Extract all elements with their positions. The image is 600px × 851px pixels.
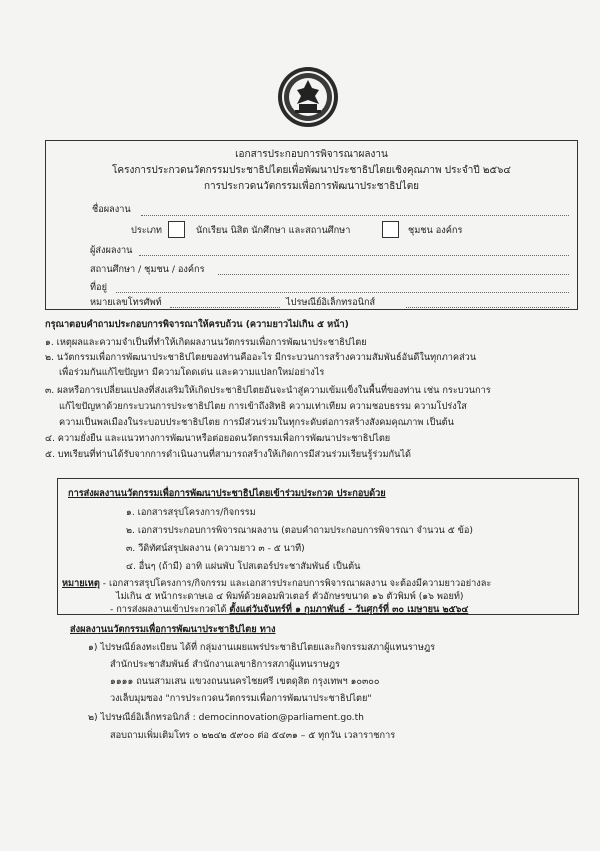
submission-box <box>57 478 579 615</box>
work-name-field[interactable] <box>141 215 569 216</box>
phone-field[interactable] <box>170 307 280 308</box>
note-line-3 <box>110 603 468 616</box>
type-community-checkbox[interactable] <box>382 221 399 238</box>
work-name-label: ชื่อผลงาน <box>92 204 131 215</box>
address-field[interactable] <box>116 292 569 293</box>
contest-title: การประกวดนวัตกรรมเพื่อการพัฒนาประชาธิปไตย <box>203 181 420 192</box>
type-student-checkbox[interactable] <box>168 221 185 238</box>
type-community-label: ชุมชน องค์กร <box>408 225 463 236</box>
question-2-line1: ๒. นวัตกรรมเพื่อการพัฒนาประชาธิปไตยของท่านคืออะไร มีกระบวนการสร้างความสัมพันธ์อันดีในทุกภาคส่วน <box>45 352 477 363</box>
question-5: ๕. บทเรียนที่ท่านได้รับจากการดำเนินงานที่สามารถสร้างให้เกิดการมีส่วนร่วมเรียนรู้ร่วมกันได้ <box>45 449 411 460</box>
question-2-line2: เพื่อร่วมกันแก้ไขปัญหา มีความโดดเด่น และความแปลกใหม่อย่างไร <box>59 367 325 378</box>
send-postal-line3: ๑๑๑๑ ถนนสามเสน แขวงถนนนครไชยศรี เขตดุสิต กรุงเทพฯ ๑๐๓๐๐ <box>110 676 380 687</box>
question-3-line1: ๓. ผลหรือการเปลี่ยนแปลงที่ส่งเสริมให้เกิดประชาธิปไตยอันจะนำสู่ความเข้มแข็งในพื้นที่ของท่าน เช่น กระบวนการ <box>45 385 491 396</box>
phone-label: หมายเลขโทรศัพท์ <box>90 297 162 308</box>
header-box <box>45 140 578 310</box>
institution-label: สถานศึกษา / ชุมชน / องค์กร <box>90 264 205 275</box>
parliament-seal-icon <box>277 66 339 128</box>
institution-field[interactable] <box>218 274 569 275</box>
submission-heading: การส่งผลงานนวัตกรรมเพื่อการพัฒนาประชาธิปไตยเข้าร่วมประกวด ประกอบด้วย <box>68 488 386 499</box>
send-contact-line: สอบถามเพิ่มเติมโทร ๐ ๒๒๔๒ ๕๙๐๐ ต่อ ๕๔๓๑ – ๕ ทุกวัน เวลาราชการ <box>110 730 396 741</box>
submission-item-3: ๓. วีดิทัศน์สรุปผลงาน (ความยาว ๓ - ๕ นาที) <box>126 543 305 554</box>
email-label: ไปรษณีย์อิเล็กทรอนิกส์ <box>286 297 376 308</box>
submission-date-range: ตั้งแต่วันจันทร์ที่ ๑ กุมภาพันธ์ - วันศุกร์ที่ ๓๐ เมษายน ๒๕๖๔ <box>229 604 469 615</box>
type-student-label: นักเรียน นิสิต นักศึกษา และสถานศึกษา <box>196 225 351 236</box>
sender-field[interactable] <box>139 255 569 256</box>
sender-label: ผู้ส่งผลงาน <box>90 245 133 256</box>
send-heading: ส่งผลงานนวัตกรรมเพื่อการพัฒนาประชาธิปไตย ทาง <box>70 624 276 635</box>
questions-heading: กรุณาตอบคำถามประกอบการพิจารณาให้ครบถ้วน (ความยาวไม่เกิน ๕ หน้า) <box>45 319 349 330</box>
send-email-line: ๒) ไปรษณีย์อิเล็กทรอนิกส์ : democinnovation@parliament.go.th <box>88 712 364 723</box>
note-line-2: ไม่เกิน ๕ หน้ากระดาษเอ ๔ พิมพ์ด้วยคอมพิวเตอร์ ตัวอักษรขนาด ๑๖ ตัวพิมพ์ (๑๖ พอยท์) <box>116 591 464 602</box>
submission-item-4: ๔. อื่นๆ (ถ้ามี) อาทิ แผ่นพับ โปสเตอร์ประชาสัมพันธ์ เป็นต้น <box>126 561 361 572</box>
project-title: โครงการประกวดนวัตกรรมประชาธิปไตยเพื่อพัฒนาประชาธิปไตยเชิงคุณภาพ ประจำปี ๒๕๖๔ <box>112 165 511 176</box>
submission-item-2: ๒. เอกสารประกอบการพิจารณาผลงาน (ตอบคำถามประกอบการพิจารณา จำนวน ๕ ข้อ) <box>126 525 473 536</box>
note-label: หมายเหตุ <box>62 578 100 589</box>
email-field[interactable] <box>406 307 569 308</box>
note-line-1 <box>62 577 491 590</box>
question-3-line3: ความเป็นพลเมืองในระบอบประชาธิปไตย การมีส่วนร่วมในทุกระดับต่อการสร้างสังคมคุณภาพ เป็นต้น <box>59 417 454 428</box>
question-1: ๑. เหตุผลและความจำเป็นที่ทำให้เกิดผลงานนวัตกรรมเพื่อการพัฒนาประชาธิปไตย <box>45 337 367 348</box>
address-label: ที่อยู่ <box>90 282 107 293</box>
send-postal-line4: วงเล็บมุมซอง "การประกวดนวัตกรรมเพื่อการพัฒนาประชาธิปไตย" <box>110 693 372 704</box>
type-label: ประเภท <box>131 225 162 236</box>
submission-item-1: ๑. เอกสารสรุปโครงการ/กิจกรรม <box>126 507 256 518</box>
document-title: เอกสารประกอบการพิจารณาผลงาน <box>235 149 388 160</box>
send-postal-line2: สำนักประชาสัมพันธ์ สำนักงานเลขาธิการสภาผู้แทนราษฎร <box>110 659 340 670</box>
note-text-a: - เอกสารสรุปโครงการ/กิจกรรม และเอกสารประกอบการพิจารณาผลงาน จะต้องมีความยาวอย่างละ <box>99 578 492 589</box>
question-4: ๔. ความยั่งยืน และแนวทางการพัฒนาหรือต่อยอดนวัตกรรมเพื่อการพัฒนาประชาธิปไตย <box>45 433 391 444</box>
question-3-line2: แก้ไขปัญหาด้วยกระบวนการประชาธิปไตย การเข้าถึงสิทธิ ความเท่าเทียม ความชอบธรรม ความโปร่งใส <box>59 401 467 412</box>
send-postal-line1: ๑) ไปรษณีย์ลงทะเบียน ได้ที่ กลุ่มงานเผยแพร่ประชาธิปไตยและกิจกรรมสภาผู้แทนราษฎร <box>88 642 436 653</box>
note-text-c: - การส่งผลงานเข้าประกวดได้ <box>110 604 230 615</box>
